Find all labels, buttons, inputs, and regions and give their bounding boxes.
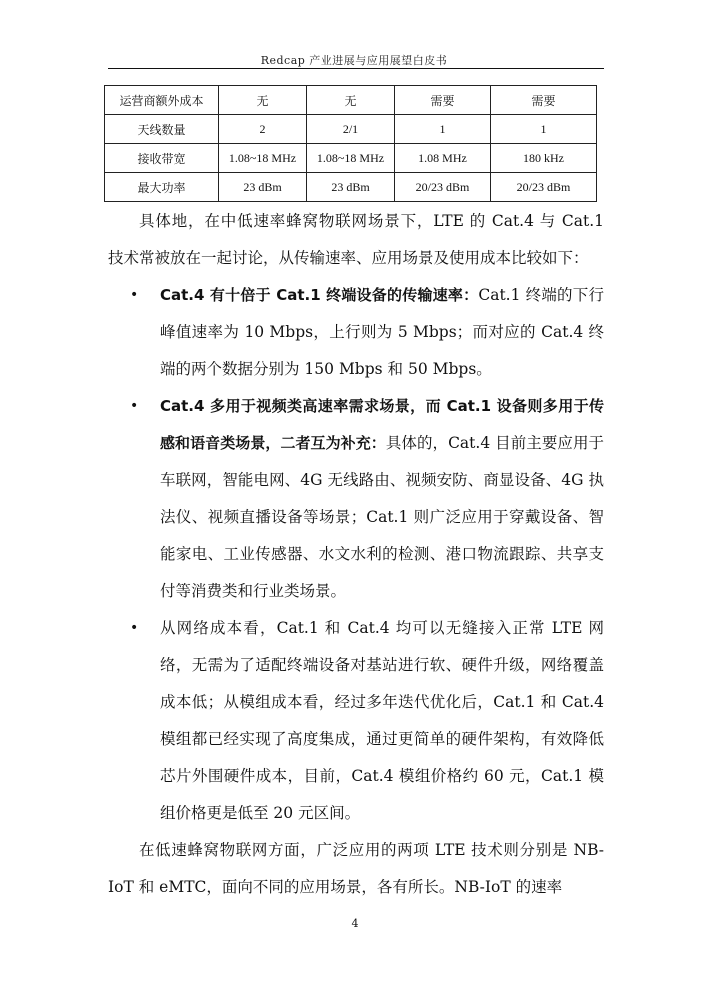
table-cell: 需要: [395, 86, 491, 115]
closing-paragraph: 在低速蜂窝物联网方面，广泛应用的两项 LTE 技术则分别是 NB-IoT 和 eMTC，面向不同的应用场景，各有所长。NB-IoT 的速率: [108, 841, 604, 896]
table-cell: 运营商额外成本: [105, 86, 219, 115]
table-cell: 1.08~18 MHz: [219, 144, 307, 173]
bullet-text: Cat.1 终端的下行峰值速率为 10 Mbps，上行则为 5 Mbps；而对应的 Cat.4 终端的两个数据分别为 150 Mbps 和 50 Mbps。: [160, 286, 605, 378]
page-number: 4: [351, 917, 359, 930]
table-cell: 1: [395, 115, 491, 144]
table-cell: 最大功率: [105, 173, 219, 202]
bullet-icon: •: [130, 620, 139, 636]
list-item: [108, 277, 604, 388]
table-cell: 无: [307, 86, 395, 115]
table-row: [105, 144, 597, 173]
list-item: [108, 610, 604, 832]
header-rule: [108, 68, 604, 69]
table-cell: 2: [219, 115, 307, 144]
intro-paragraph: 具体地，在中低速率蜂窝物联网场景下，LTE 的 Cat.4 与 Cat.1 技术常被放在一起讨论，从传输速率、应用场景及使用成本比较如下：: [108, 212, 604, 267]
body-text: [108, 203, 604, 906]
bullet-icon: •: [130, 398, 139, 414]
page-header: Redcap 产业进展与应用展望白皮书: [260, 54, 448, 67]
list-item: [108, 388, 604, 610]
bullet-text: 具体的，Cat.4 目前主要应用于车联网，智能电网、4G 无线路由、视频安防、商显设备、4G 执法仪、视频直播设备等场景；Cat.1 则广泛应用于穿戴设备、智能家电、工业传感器、水文水利的检测、港口物流跟踪、共享支付等消费类和行业类场景。: [160, 434, 604, 600]
table-cell: 2/1: [307, 115, 395, 144]
bullet-bold-lead: Cat.4 有十倍于 Cat.1 终端设备的传输速率：: [160, 286, 479, 304]
table-row: [105, 86, 597, 115]
table-cell: 20/23 dBm: [395, 173, 491, 202]
table-cell: 180 kHz: [491, 144, 597, 173]
bullet-text: 从网络成本看，Cat.1 和 Cat.4 均可以无缝接入正常 LTE 网络，无需为了适配终端设备对基站进行软、硬件升级，网络覆盖成本低；从模组成本看，经过多年迭代优化后，Cat.1 和 Cat.4 模组都已经实现了高度集成，通过更简单的硬件架构，有效降低芯片外围硬件成本，目前，Cat.4 模组价格约 60 元，Cat.1 模组价格更是低至 20 元区间。: [160, 619, 604, 822]
bullet-icon: •: [130, 287, 139, 303]
table-cell: 1.08 MHz: [395, 144, 491, 173]
table-cell: 无: [219, 86, 307, 115]
table-cell: 23 dBm: [307, 173, 395, 202]
table-row: [105, 173, 597, 202]
spec-table: [104, 85, 597, 202]
table-cell: 天线数量: [105, 115, 219, 144]
table-cell: 需要: [491, 86, 597, 115]
bullet-bold-lead: Cat.4 多用于视频类高速率需求场景，而 Cat.1 设备则多用于传感和语音类场景，二者互为补充：: [160, 397, 604, 452]
table-cell: 23 dBm: [219, 173, 307, 202]
table-cell: 1.08~18 MHz: [307, 144, 395, 173]
table-row: [105, 115, 597, 144]
table-cell: 接收带宽: [105, 144, 219, 173]
table-cell: 1: [491, 115, 597, 144]
table-cell: 20/23 dBm: [491, 173, 597, 202]
comparison-list: [108, 277, 604, 832]
